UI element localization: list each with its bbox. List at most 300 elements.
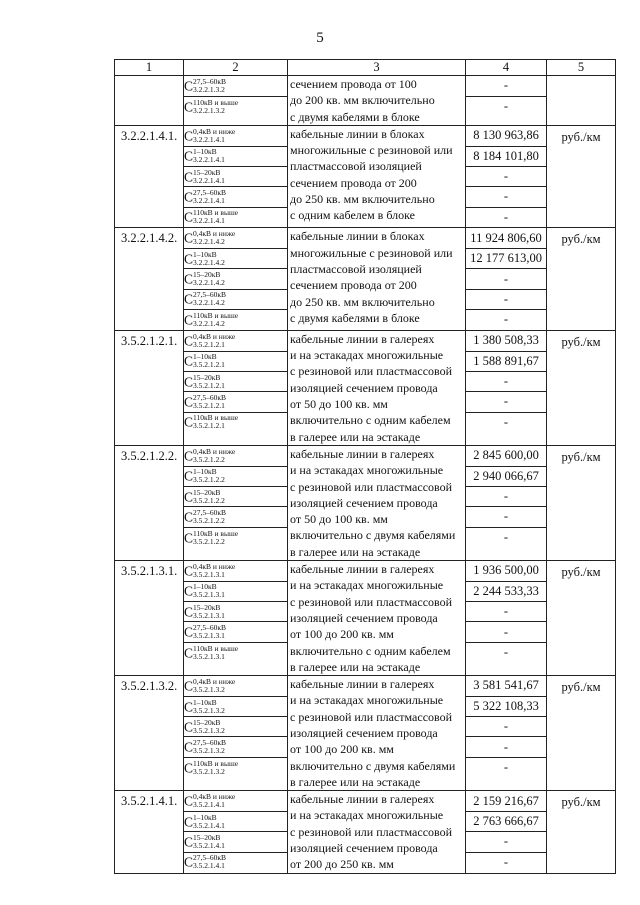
coefficient-entry (184, 96, 287, 116)
coefficient-voltage: 1–10кВ (193, 352, 217, 362)
coefficient-indices (193, 448, 235, 464)
coefficient-entry (184, 757, 287, 777)
coefficient-symbol: C (184, 333, 194, 348)
coefficient-code: 3.5.2.1.4.1 (193, 820, 225, 830)
coefficient-entry (184, 392, 287, 412)
coefficient-voltage: 1–10кВ (193, 812, 217, 822)
description-cell (288, 76, 466, 126)
coefficient-entry (184, 351, 287, 371)
coefficient-cell-list (184, 446, 287, 547)
coefficient-code: 3.5.2.1.3.2 (193, 725, 225, 735)
rate-value: 1 936 500,00 (473, 563, 539, 578)
continued-row (115, 76, 616, 126)
coefficient-code: 3.2.2.1.3.2 (193, 105, 225, 115)
coefficient-entry (184, 76, 287, 96)
coefficient-entry (184, 249, 287, 269)
coefficient-indices (193, 583, 225, 599)
rate-value: - (466, 269, 546, 289)
description-line: до 250 кв. мм включительно (290, 192, 435, 207)
coefficient-entry (184, 446, 287, 466)
rate-value: 11 924 806,60 (470, 230, 542, 245)
rate-value: - (466, 527, 546, 547)
coefficient-indices (193, 678, 235, 694)
coefficient-row (184, 166, 287, 186)
coefficient-entry (184, 852, 287, 872)
coefficient-symbol: C (184, 209, 194, 225)
coefficient-cell (184, 76, 288, 126)
coefficient-voltage: 0,4кВ и ниже (193, 126, 236, 136)
coefficient-indices (193, 99, 238, 115)
coefficient-row (184, 717, 287, 737)
coefficient-row (466, 487, 546, 507)
coefficient-entry (184, 310, 287, 330)
coefficient-symbol: C (184, 488, 194, 504)
description-line: с резиновой или пластмассовой (290, 479, 453, 494)
coefficient-row (466, 412, 546, 432)
coefficient-voltage: 15–20кВ (193, 717, 221, 727)
coefficient-entry (184, 146, 287, 166)
coefficient-code: 3.2.2.1.4.2 (193, 278, 225, 288)
coefficient-entry (184, 228, 287, 248)
description-line: изоляцией сечением провода (290, 725, 438, 740)
description-line: от 50 до 100 кв. мм (290, 512, 388, 527)
coefficient-row (184, 581, 287, 601)
rate-value: - (466, 207, 546, 227)
coefficient-voltage: 27,5–60кВ (193, 187, 227, 197)
row-number-cell: 3.2.2.1.4.1. (115, 125, 184, 227)
coefficient-entry (184, 331, 287, 351)
coefficient-indices (193, 78, 226, 94)
coefficient-symbol: C (184, 583, 194, 599)
description-line: и на эстакадах многожильные (290, 578, 444, 593)
coefficient-symbol: C (184, 644, 194, 660)
coefficient-entry (184, 269, 287, 289)
coefficient-row (184, 351, 287, 371)
description-line: с резиновой или пластмассовой (290, 594, 453, 609)
value-cell-list (466, 331, 546, 432)
coefficient-indices (193, 312, 238, 328)
description-line: кабельные линии в галереях (290, 792, 435, 807)
coefficient-row (184, 331, 287, 351)
description-line: кабельные линии в блоках (290, 229, 425, 244)
table-row (115, 445, 616, 560)
coefficient-row (466, 126, 546, 146)
coefficient-voltage: 27,5–60кВ (193, 853, 227, 863)
coefficient-entry (184, 289, 287, 309)
coefficient-row (184, 696, 287, 716)
table-row (115, 791, 616, 873)
coefficient-symbol: C (184, 854, 194, 870)
coefficient-indices (193, 394, 226, 410)
coefficient-symbol: C (184, 414, 194, 430)
rate-value: 2 763 666,67 (466, 811, 546, 831)
coefficient-voltage: 27,5–60кВ (193, 507, 227, 517)
coefficient-indices (193, 699, 225, 715)
coefficient-indices (193, 604, 225, 620)
coefficient-row (466, 331, 546, 351)
description-line: кабельные линии в блоках (290, 126, 425, 141)
coefficient-entry (184, 811, 287, 831)
coefficient-row (466, 791, 546, 811)
column-header-4: 4 (466, 60, 547, 76)
coefficient-row (184, 852, 287, 872)
coefficient-code: 3.5.2.1.2.1 (193, 380, 225, 390)
coefficient-row (466, 811, 546, 831)
coefficient-code: 3.5.2.1.2.2 (193, 515, 225, 525)
coefficient-code: 3.2.2.1.4.1 (193, 175, 225, 185)
coefficient-row (466, 446, 546, 466)
rate-value: - (466, 642, 546, 662)
description-line: до 250 кв. мм включительно (290, 294, 435, 309)
coefficient-symbol: C (184, 78, 194, 94)
coefficient-row (466, 269, 546, 289)
coefficient-indices (193, 333, 235, 349)
description-line: от 50 до 100 кв. мм (290, 397, 388, 412)
coefficient-indices (193, 353, 225, 369)
description-line: с двумя кабелями в блоке (290, 109, 420, 124)
coefficient-entry (184, 187, 287, 207)
value-cell (466, 76, 547, 126)
coefficient-row (466, 392, 546, 412)
description-line: от 200 до 250 кв. мм (290, 857, 394, 872)
coefficient-row (466, 207, 546, 227)
coefficient-cell (184, 330, 288, 445)
coefficient-voltage: 15–20кВ (193, 487, 221, 497)
coefficient-row (466, 696, 546, 716)
rate-value: 3 581 541,67 (473, 678, 539, 693)
description-line: с двумя кабелями в блоке (290, 310, 420, 325)
description-cell (288, 445, 466, 560)
coefficient-row (184, 289, 287, 309)
coefficient-entry (184, 581, 287, 601)
coefficient-cell-list (184, 791, 287, 872)
coefficient-entry (184, 207, 287, 227)
coefficient-row (466, 507, 546, 527)
description-line: включительно с двумя кабелями (290, 528, 456, 543)
coefficient-code: 3.5.2.1.2.2 (193, 475, 225, 485)
coefficient-indices (193, 563, 235, 579)
rate-value: - (466, 507, 546, 527)
coefficient-code: 3.2.2.1.4.2 (193, 257, 225, 267)
column-header-1: 1 (115, 60, 184, 76)
value-cell-list (466, 126, 546, 227)
rate-value: - (466, 717, 546, 737)
coefficient-symbol: C (184, 353, 194, 369)
coefficient-voltage: 15–20кВ (193, 270, 221, 280)
description-line: сечением провода от 200 (290, 278, 417, 293)
coefficient-row (466, 622, 546, 642)
coefficient-entry (184, 507, 287, 527)
coefficient-entry (184, 602, 287, 622)
coefficient-row (184, 642, 287, 662)
rate-value: - (466, 371, 546, 391)
coefficient-cell (184, 561, 288, 676)
rate-value: - (466, 187, 546, 207)
unit-cell: руб./км (547, 125, 616, 227)
rate-value: - (466, 832, 546, 852)
rate-value: - (466, 487, 546, 507)
coefficient-symbol: C (184, 251, 194, 267)
coefficient-row (466, 852, 546, 872)
coefficient-entry (184, 791, 287, 811)
coefficient-cell-list (184, 228, 287, 329)
coefficient-voltage: 110кВ и выше (193, 643, 239, 653)
coefficient-row (184, 561, 287, 581)
description-cell (288, 330, 466, 445)
coefficient-row (466, 581, 546, 601)
coefficient-voltage: 1–10кВ (193, 697, 217, 707)
rate-value: - (503, 78, 509, 93)
coefficient-code: 3.5.2.1.2.1 (193, 339, 225, 349)
coefficient-code: 3.2.2.1.3.2 (193, 84, 225, 94)
coefficient-row (466, 166, 546, 186)
coefficient-voltage: 15–20кВ (193, 167, 221, 177)
coefficient-row (184, 791, 287, 811)
row-number-cell (115, 76, 184, 126)
value-cell-list (466, 76, 546, 117)
description-line: в галерее или на эстакаде (290, 544, 421, 559)
coefficient-row (184, 207, 287, 227)
coefficient-voltage: 27,5–60кВ (193, 623, 227, 633)
rate-value: 1 380 508,33 (473, 333, 539, 348)
coefficient-code: 3.5.2.1.2.1 (193, 360, 225, 370)
description-line: в галерее или на эстакаде (290, 659, 421, 674)
coefficient-symbol: C (184, 834, 194, 850)
coefficient-code: 3.2.2.1.4.2 (193, 298, 225, 308)
coefficient-row (466, 832, 546, 852)
description-line: включительно с одним кабелем (290, 413, 451, 428)
rate-value: - (466, 412, 546, 432)
row-number-cell: 3.5.2.1.3.2. (115, 676, 184, 791)
coefficient-symbol: C (184, 98, 194, 114)
coefficient-voltage: 27,5–60кВ (193, 738, 227, 748)
unit-cell: руб./км (547, 791, 616, 873)
description-line: с резиновой или пластмассовой (290, 824, 453, 839)
coefficient-code: 3.5.2.1.3.1 (193, 569, 225, 579)
coefficient-entry (184, 166, 287, 186)
coefficient-code: 3.5.2.1.2.2 (193, 495, 225, 505)
description-line: сечением провода от 100 (290, 77, 417, 91)
description-line: кабельные линии в галереях (290, 562, 435, 577)
coefficient-entry (184, 527, 287, 547)
coefficient-indices (193, 230, 235, 246)
description-line: с резиновой или пластмассовой (290, 364, 453, 379)
table-header-row (115, 60, 616, 76)
coefficient-code: 3.2.2.1.4.1 (193, 155, 225, 165)
coefficient-symbol: C (184, 793, 194, 809)
coefficient-symbol: C (184, 624, 194, 640)
coefficient-row (184, 310, 287, 330)
coefficient-cell (184, 791, 288, 873)
coefficient-cell-list (184, 76, 287, 117)
coefficient-row (184, 446, 287, 466)
coefficient-indices (193, 760, 238, 776)
coefficient-row (466, 96, 546, 116)
coefficient-symbol: C (184, 678, 194, 694)
coefficient-code: 3.2.2.1.4.1 (193, 195, 225, 205)
value-cell (466, 445, 547, 560)
table-row (115, 561, 616, 676)
description-line: до 200 кв. мм включительно (290, 93, 435, 108)
coefficient-row (184, 187, 287, 207)
coefficient-indices (193, 854, 226, 870)
coefficient-symbol: C (184, 128, 194, 144)
unit-cell: руб./км (547, 330, 616, 445)
coefficient-code: 3.5.2.1.4.1 (193, 800, 225, 810)
coefficient-row (184, 757, 287, 777)
table-row (115, 228, 616, 330)
coefficient-row (466, 466, 546, 486)
coefficient-row (184, 622, 287, 642)
coefficient-row (466, 602, 546, 622)
coefficient-symbol: C (184, 168, 194, 184)
coefficient-voltage: 1–10кВ (193, 147, 217, 157)
coefficient-voltage: 110кВ и выше (193, 208, 239, 218)
description-line: пластмассовой изоляцией (290, 261, 422, 276)
coefficient-cell-list (184, 331, 287, 432)
column-header-2: 2 (184, 60, 288, 76)
coefficient-cell (184, 228, 288, 330)
coefficient-symbol: C (184, 813, 194, 829)
coefficient-cell-list (184, 561, 287, 662)
description-line: и на эстакадах многожильные (290, 808, 444, 823)
value-cell (466, 561, 547, 676)
coefficient-voltage: 110кВ и выше (193, 413, 239, 423)
coefficient-code: 3.5.2.1.3.1 (193, 590, 225, 600)
coefficient-row (466, 228, 546, 248)
description-line: многожильные с резиновой или (290, 143, 453, 158)
coefficient-code: 3.2.2.1.4.2 (193, 237, 225, 247)
coefficient-voltage: 0,4кВ и ниже (193, 331, 236, 341)
coefficient-indices (193, 739, 226, 755)
unit-cell: руб./км (547, 445, 616, 560)
coefficient-indices (193, 509, 226, 525)
value-cell-list (466, 791, 546, 872)
description-line: многожильные с резиновой или (290, 245, 453, 260)
coefficient-row (466, 76, 546, 96)
coefficient-voltage: 1–10кВ (193, 467, 217, 477)
coefficient-row (466, 289, 546, 309)
coefficient-voltage: 1–10кВ (193, 582, 217, 592)
coefficient-indices (193, 414, 238, 430)
coefficient-voltage: 1–10кВ (193, 249, 217, 259)
coefficient-code: 3.5.2.1.3.2 (193, 705, 225, 715)
rate-value: 2 940 066,67 (466, 466, 546, 486)
coefficient-row (466, 371, 546, 391)
coefficient-row (184, 76, 287, 96)
rate-value: 8 184 101,80 (466, 146, 546, 166)
coefficient-symbol: C (184, 563, 194, 579)
coefficient-voltage: 110кВ и выше (193, 97, 239, 107)
coefficient-symbol: C (184, 509, 194, 525)
coefficient-entry (184, 676, 287, 696)
coefficient-symbol: C (184, 448, 194, 464)
description-cell (288, 561, 466, 676)
description-line: от 100 до 200 кв. мм (290, 742, 394, 757)
coefficient-row (184, 507, 287, 527)
coefficient-row (466, 737, 546, 757)
coefficient-row (184, 269, 287, 289)
coefficient-row (466, 527, 546, 547)
coefficient-row (466, 642, 546, 662)
coefficient-symbol: C (184, 529, 194, 545)
coefficient-row (184, 527, 287, 547)
coefficient-row (466, 676, 546, 696)
rate-value: 5 322 108,33 (466, 696, 546, 716)
coefficient-entry (184, 487, 287, 507)
coefficient-row (184, 249, 287, 269)
tariff-table (114, 59, 616, 874)
coefficient-voltage: 0,4кВ и ниже (193, 792, 236, 802)
description-line: включительно с двумя кабелями (290, 758, 456, 773)
value-cell (466, 676, 547, 791)
value-cell (466, 228, 547, 330)
description-line: изоляцией сечением провода (290, 841, 438, 856)
coefficient-code: 3.2.2.1.4.2 (193, 318, 225, 328)
table-row (115, 330, 616, 445)
unit-cell: руб./км (547, 676, 616, 791)
coefficient-voltage: 27,5–60кВ (193, 392, 227, 402)
coefficient-cell-list (184, 126, 287, 227)
description-line: в галерее или на эстакаде (290, 429, 421, 444)
coefficient-indices (193, 251, 225, 267)
coefficient-code: 3.5.2.1.2.1 (193, 400, 225, 410)
table-row (115, 125, 616, 227)
coefficient-symbol: C (184, 312, 194, 328)
description-line: пластмассовой изоляцией (290, 159, 422, 174)
description-line: изоляцией сечением провода (290, 380, 438, 395)
coefficient-row (466, 187, 546, 207)
row-number-cell: 3.5.2.1.2.2. (115, 445, 184, 560)
coefficient-entry (184, 696, 287, 716)
coefficient-cell-list (184, 676, 287, 777)
coefficient-symbol: C (184, 189, 194, 205)
coefficient-row (466, 561, 546, 581)
coefficient-indices (193, 189, 226, 205)
description-line: в галерее или на эстакаде (290, 774, 421, 789)
rate-value: - (466, 166, 546, 186)
description-line: кабельные линии в галереях (290, 331, 435, 346)
row-number-cell: 3.5.2.1.3.1. (115, 561, 184, 676)
description-line: и на эстакадах многожильные (290, 463, 444, 478)
rate-value: 8 130 963,86 (473, 128, 539, 143)
coefficient-entry (184, 466, 287, 486)
coefficient-cell (184, 445, 288, 560)
coefficient-indices (193, 209, 238, 225)
coefficient-voltage: 0,4кВ и ниже (193, 561, 236, 571)
coefficient-code: 3.5.2.1.4.1 (193, 840, 225, 850)
coefficient-indices (193, 468, 225, 484)
description-line: с одним кабелем в блоке (290, 208, 415, 223)
coefficient-symbol: C (184, 394, 194, 410)
coefficient-voltage: 15–20кВ (193, 372, 221, 382)
coefficient-indices (193, 169, 225, 185)
coefficient-symbol: C (184, 373, 194, 389)
coefficient-row (184, 676, 287, 696)
rate-value: - (466, 310, 546, 330)
rate-value: 2 845 600,00 (473, 448, 539, 463)
coefficient-entry (184, 412, 287, 432)
coefficient-row (184, 146, 287, 166)
coefficient-voltage: 110кВ и выше (193, 758, 239, 768)
coefficient-entry (184, 126, 287, 146)
value-cell (466, 791, 547, 873)
description-cell (288, 676, 466, 791)
coefficient-voltage: 15–20кВ (193, 832, 221, 842)
rate-value: - (466, 392, 546, 412)
coefficient-code: 3.5.2.1.3.2 (193, 746, 225, 756)
table-row (115, 676, 616, 791)
